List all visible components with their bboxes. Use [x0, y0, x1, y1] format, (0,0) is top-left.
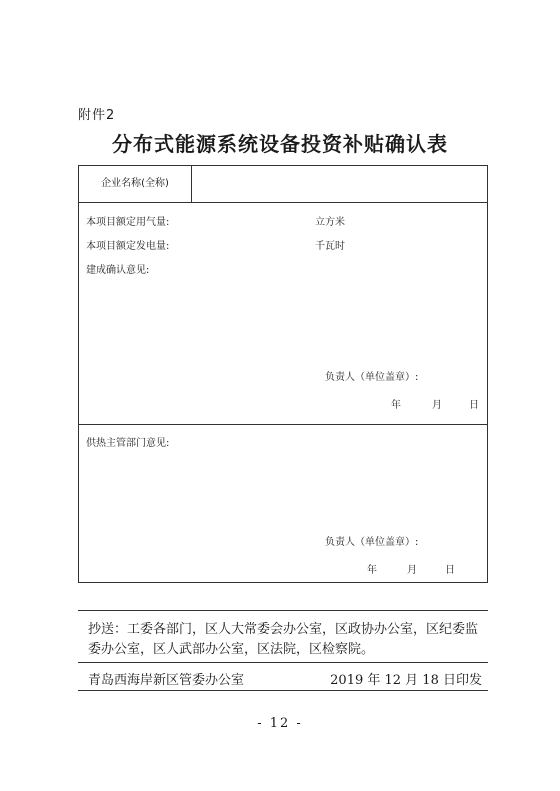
power-output-unit: 千瓦时	[315, 241, 345, 252]
date-year: 年	[367, 565, 377, 576]
construction-opinion-label: 建成确认意见:	[86, 265, 150, 276]
form-title: 分布式能源系统设备投资补贴确认表	[112, 132, 448, 156]
footer-rule	[78, 690, 488, 691]
date-day: 日	[445, 565, 455, 576]
responsible-person-label: 负责人（单位盖章）:	[325, 537, 419, 548]
date-day: 日	[469, 400, 479, 411]
cc-line-1: 抄送：工委各部门，区人大常委会办公室，区政协办公室，区纪委监	[88, 622, 479, 637]
date-month: 月	[432, 400, 442, 411]
gas-volume-unit: 立方米	[315, 217, 345, 228]
company-name-field[interactable]	[192, 166, 487, 202]
construction-section	[79, 203, 487, 425]
cc-bottom-rule	[78, 662, 488, 663]
attachment-label: 附件2	[78, 108, 116, 123]
company-name-row	[79, 166, 487, 203]
cc-line-2: 委办公室，区人武部办公室，区法院，区检察院。	[88, 642, 375, 657]
cc-top-rule	[78, 610, 488, 611]
issuer: 青岛西海岸新区管委办公室	[88, 673, 245, 688]
confirmation-form-table	[78, 165, 488, 583]
heating-opinion-label: 供热主管部门意见:	[86, 438, 170, 449]
issue-date: 2019 年 12 月 18 日印发	[330, 673, 482, 688]
heating-dept-section	[79, 425, 487, 582]
date-year: 年	[391, 400, 401, 411]
page-number: - 12 -	[257, 716, 303, 731]
responsible-person-label: 负责人（单位盖章）:	[325, 372, 419, 383]
cc-distribution	[88, 620, 488, 660]
power-output-label: 本项目额定发电量:	[86, 241, 170, 252]
company-name-label: 企业名称(全称)	[79, 166, 192, 202]
gas-volume-label: 本项目额定用气量:	[86, 217, 170, 228]
date-month: 月	[407, 565, 417, 576]
